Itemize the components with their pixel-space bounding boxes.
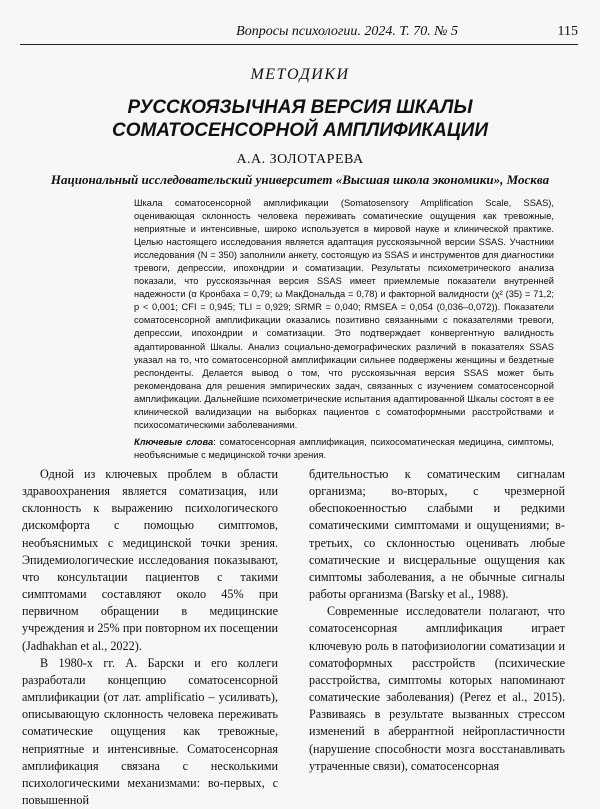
keywords-text: : соматосенсорная амплификация, психосоматическая медицина, симптомы, необъяснимые с медицинской точки зрения. <box>134 437 554 460</box>
paragraph: Современные исследователи полагают, что соматосенсорная амплификация играет ключевую роль в патофизиологии соматизации и соматоформных расстройств (психические расстройства, симптомы которых напоминают соматические заболевания) (Perez et al., 2015). Развиваясь в результате вызванных стрессом изменений в аберрантной нейропластичности (нарушение способности мозга восстанавливать утраченные связи), соматосенсорная <box>309 604 565 773</box>
section-heading: МЕТОДИКИ <box>250 66 350 83</box>
body-column-right <box>309 466 565 775</box>
body-column-left <box>22 466 278 809</box>
article-title: РУССКОЯЗЫЧНАЯ ВЕРСИЯ ШКАЛЫ СОМАТОСЕНСОРНОЙ АМПЛИФИКАЦИИ <box>111 97 488 141</box>
paragraph: бдительностью к соматическим сигналам организма; во-вторых, с чрезмерной обеспокоенностью слабыми и редкими соматическими симптомами и ощущениями; в-третьих, со склонностью оценивать любые соматические и висцеральные ощущения как симптомы заболевания, а не обычные сигналы работы организма (Barsky et al., 1988). <box>309 467 565 602</box>
running-header <box>20 22 578 45</box>
abstract: Шкала соматосенсорной амплификации (Somatosensory Amplification Scale, SSAS), оценивающая склонность человека переживать соматические ощущения как тревожные, неприятные и интенсивные, широко используется в мировой науке и клинической практике. Целью настоящего исследования является адаптация русскоязычной версии SSAS. Участники исследования (N = 350) заполнили анкету, состоящую из SSAS и инструментов для диагностики тревоги, депрессии, ипохондрии и соматизации. Результаты психометрического анализа показали, что русскоязычная версия SSAS имеет приемлемые показатели внутренней надежности (α Кронбаха = 0,79; ω МакДональда = 0,78) и факторной валидности (χ² (35) = 71,2; p < 0,001; CFI = 0,945; TLI = 0,929; SRMR = 0,040; RMSEA = 0,054 (0,036–0,072)). Показатели соматосенсорной амплификации оказались позитивно связанными с показателями тревоги, депрессии, ипохондрии и соматизации. Это подтверждает конвергентную валидность адаптированной Шкалы. Анализ социально-демографических различий в показателях SSAS указал на то, что соматосенсорной амплификации сильнее подвержены женщины и бездетные респонденты. Делается вывод о том, что русскоязычная версия SSAS может быть рекомендована для решения эмпирических задач, связанных с изучением соматосенсорной амплификации. Дальнейшие психометрические испытания адаптированной Шкалы состоят в ее клинической валидизации на выборках пациентов с соматоформными расстройствами и психосоматическими заболеваниями. <box>134 198 554 430</box>
keywords <box>134 436 554 462</box>
paragraph: Одной из ключевых проблем в области здравоохранения является соматизация, или склонность к выражению психологического дискомфорта с помощью симптомов, необъяснимых с медицинской точки зрения. Эпидемиологические исследования показывают, что консультации пациентов с такими симптомами составляют около 45% при первичном обращении в медицинские учреждения и 25% при повторном их посещении (Jadhakhan et al., 2022). <box>22 467 278 653</box>
paragraph: В 1980-х гг. А. Барски и его коллеги разработали концепцию соматосенсорной амплификации (от лат. amplificatio – усиливать), описывающую склонность человека переживать соматические ощущения как тревожные, неприятные и интенсивные. Соматосенсорная амплификация связана с несколькими психологическими механизмами: во-первых, с повышенной <box>22 655 278 807</box>
author: А.А. ЗОЛОТАРЕВА <box>236 152 364 167</box>
running-title: Вопросы психологии. 2024. Т. 70. № 5 <box>236 24 458 39</box>
keywords-label: Ключевые слова <box>134 437 214 447</box>
affiliation: Национальный исследовательский университет «Высшая школа экономики», Москва <box>50 172 550 187</box>
page-number: 115 <box>557 24 578 39</box>
